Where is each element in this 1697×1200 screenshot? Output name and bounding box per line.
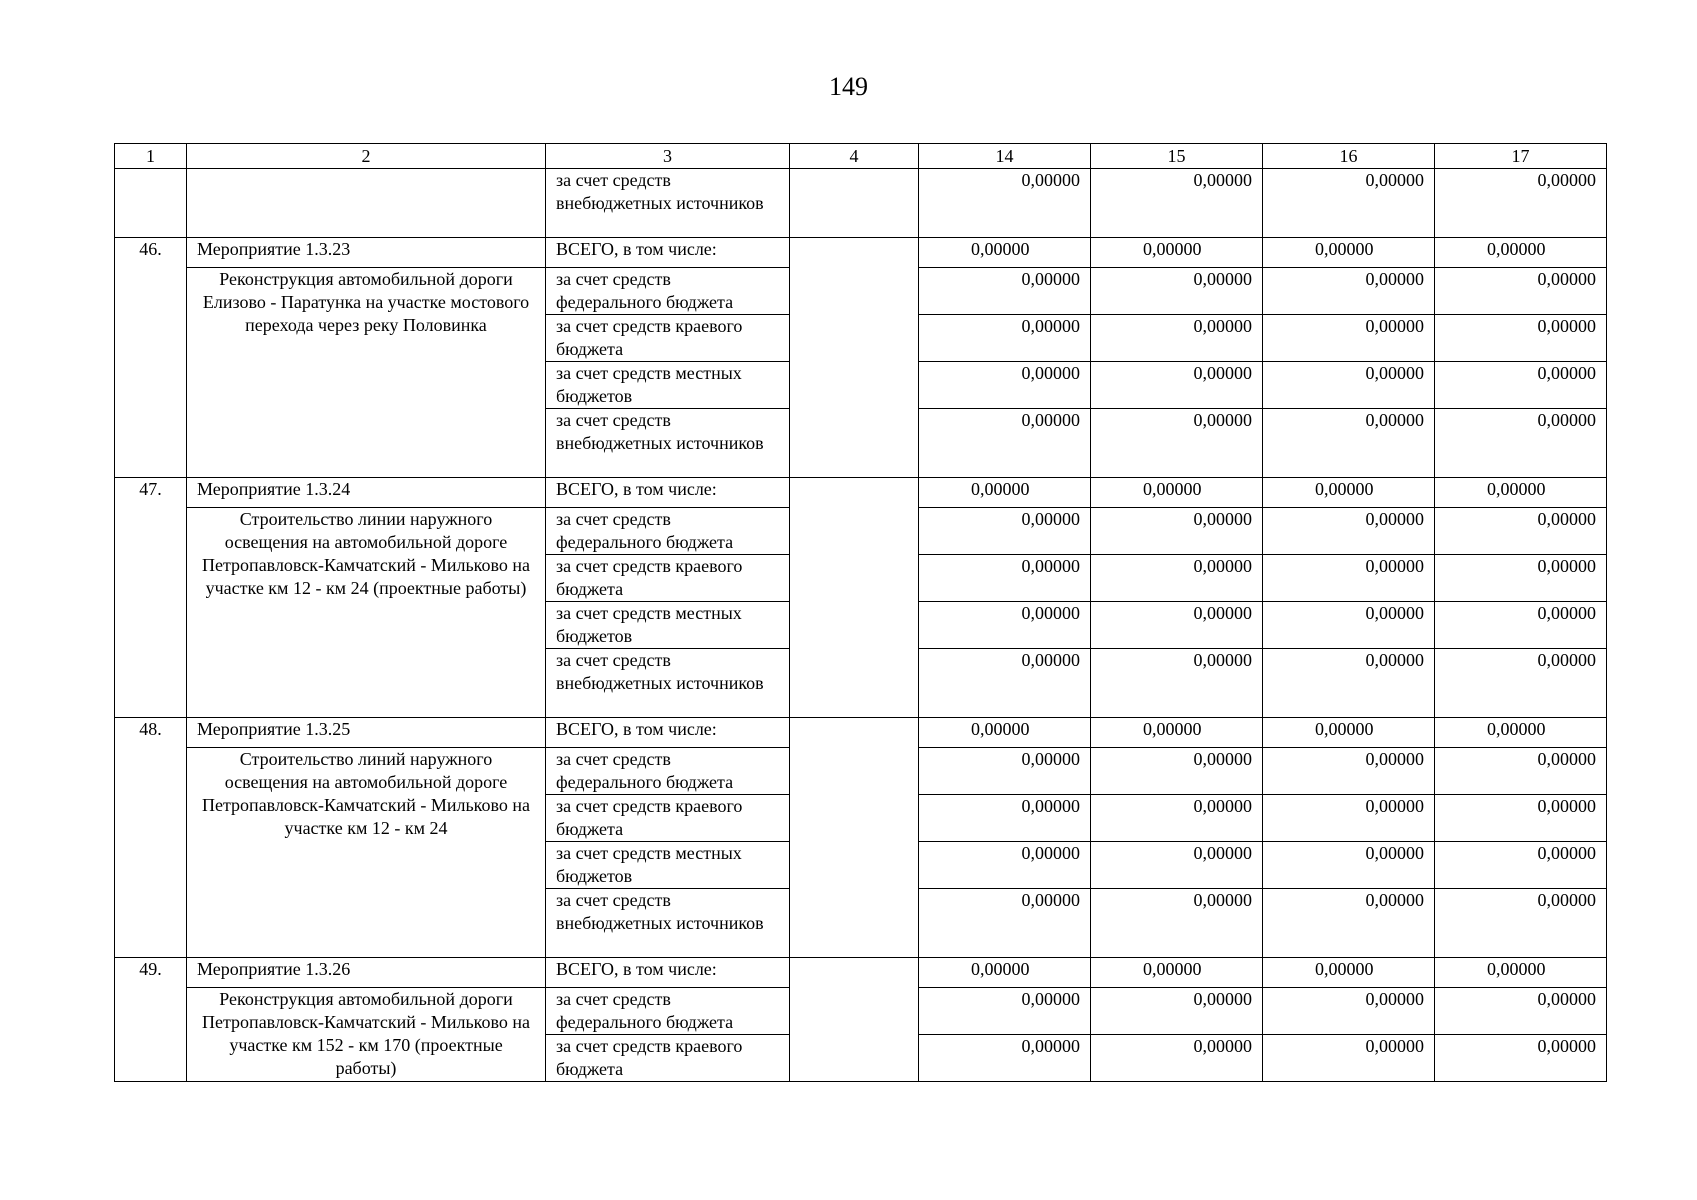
column-header: 14	[919, 144, 1091, 169]
amount-cell: 0,00000	[1091, 649, 1263, 718]
column-header: 17	[1435, 144, 1607, 169]
empty-cell	[187, 169, 546, 238]
column-header: 2	[187, 144, 546, 169]
amount-cell: 0,00000	[1091, 362, 1263, 409]
amount-cell: 0,00000	[919, 1035, 1091, 1082]
total-amount-cell: 0,00000	[1263, 238, 1435, 268]
measure-total-row	[115, 718, 1607, 748]
amount-cell: 0,00000	[919, 795, 1091, 842]
amount-cell: 0,00000	[1435, 508, 1607, 555]
amount-cell: 0,00000	[1263, 889, 1435, 958]
total-label: ВСЕГО, в том числе:	[546, 958, 790, 988]
amount-cell: 0,00000	[1091, 555, 1263, 602]
amount-cell: 0,00000	[1091, 889, 1263, 958]
header-row	[115, 144, 1607, 169]
amount-cell: 0,00000	[919, 602, 1091, 649]
amount-cell: 0,00000	[1263, 362, 1435, 409]
measure-description: Строительство линии наружного освещения на автомобильной дороге Петропавловск-Камчатский - Мильково на участке км 12 - км 24 (проектные работы)	[187, 508, 546, 718]
funding-source: за счет средств краевого бюджета	[546, 795, 790, 842]
total-amount-cell: 0,00000	[1435, 238, 1607, 268]
amount-cell: 0,00000	[1091, 268, 1263, 315]
amount-cell: 0,00000	[1435, 889, 1607, 958]
amount-cell: 0,00000	[919, 889, 1091, 958]
empty-cell	[115, 169, 187, 238]
row-number: 48.	[115, 718, 187, 958]
total-amount-cell: 0,00000	[1263, 718, 1435, 748]
amount-cell: 0,00000	[1091, 169, 1263, 238]
amount-cell: 0,00000	[1091, 409, 1263, 478]
funding-source: за счет средств краевого бюджета	[546, 315, 790, 362]
amount-cell: 0,00000	[1435, 362, 1607, 409]
total-label: ВСЕГО, в том числе:	[546, 718, 790, 748]
amount-cell: 0,00000	[1435, 748, 1607, 795]
measure-description: Реконструкция автомобильной дороги Петропавловск-Камчатский - Мильково на участке км 152 - км 170 (проектные работы)	[187, 988, 546, 1082]
funding-source: за счет средств внебюджетных источников	[546, 169, 790, 238]
funding-source: за счет средств краевого бюджета	[546, 1035, 790, 1082]
total-amount-cell: 0,00000	[919, 478, 1091, 508]
measure-total-row	[115, 478, 1607, 508]
amount-cell: 0,00000	[919, 555, 1091, 602]
amount-cell: 0,00000	[919, 409, 1091, 478]
amount-cell: 0,00000	[919, 508, 1091, 555]
total-amount-cell: 0,00000	[919, 718, 1091, 748]
empty-cell	[790, 958, 919, 1082]
amount-cell: 0,00000	[1263, 555, 1435, 602]
measure-title: Мероприятие 1.3.26	[187, 958, 546, 988]
total-amount-cell: 0,00000	[1091, 718, 1263, 748]
total-amount-cell: 0,00000	[1263, 478, 1435, 508]
amount-cell: 0,00000	[1263, 169, 1435, 238]
measure-description: Строительство линий наружного освещения на автомобильной дороге Петропавловск-Камчатский - Мильково на участке км 12 - км 24	[187, 748, 546, 958]
measure-total-row	[115, 238, 1607, 268]
amount-cell: 0,00000	[1435, 315, 1607, 362]
column-header: 1	[115, 144, 187, 169]
funding-source: за счет средств федерального бюджета	[546, 508, 790, 555]
total-amount-cell: 0,00000	[1091, 958, 1263, 988]
total-amount-cell: 0,00000	[1435, 718, 1607, 748]
amount-cell: 0,00000	[1263, 748, 1435, 795]
amount-cell: 0,00000	[1091, 315, 1263, 362]
total-amount-cell: 0,00000	[1435, 958, 1607, 988]
amount-cell: 0,00000	[1091, 1035, 1263, 1082]
amount-cell: 0,00000	[1263, 508, 1435, 555]
amount-cell: 0,00000	[1435, 409, 1607, 478]
measure-title: Мероприятие 1.3.24	[187, 478, 546, 508]
amount-cell: 0,00000	[1091, 748, 1263, 795]
row-number: 49.	[115, 958, 187, 1082]
funding-source: за счет средств краевого бюджета	[546, 555, 790, 602]
amount-cell: 0,00000	[1435, 169, 1607, 238]
funding-source: за счет средств местных бюджетов	[546, 602, 790, 649]
amount-cell: 0,00000	[919, 988, 1091, 1035]
funding-source: за счет средств внебюджетных источников	[546, 889, 790, 958]
page-number: 149	[829, 72, 868, 101]
amount-cell: 0,00000	[1263, 268, 1435, 315]
amount-cell: 0,00000	[919, 362, 1091, 409]
amount-cell: 0,00000	[919, 842, 1091, 889]
amount-cell: 0,00000	[1435, 988, 1607, 1035]
measure-description: Реконструкция автомобильной дороги Елизово - Паратунка на участке мостового перехода через реку Половинка	[187, 268, 546, 478]
funding-source: за счет средств внебюджетных источников	[546, 409, 790, 478]
amount-cell: 0,00000	[1091, 795, 1263, 842]
measure-title: Мероприятие 1.3.23	[187, 238, 546, 268]
column-header: 3	[546, 144, 790, 169]
total-amount-cell: 0,00000	[1263, 958, 1435, 988]
funding-source: за счет средств федерального бюджета	[546, 988, 790, 1035]
row-number: 47.	[115, 478, 187, 718]
total-amount-cell: 0,00000	[1091, 478, 1263, 508]
amount-cell: 0,00000	[1263, 602, 1435, 649]
total-amount-cell: 0,00000	[919, 238, 1091, 268]
total-amount-cell: 0,00000	[1435, 478, 1607, 508]
amount-cell: 0,00000	[1263, 1035, 1435, 1082]
empty-cell	[790, 169, 919, 238]
total-amount-cell: 0,00000	[1091, 238, 1263, 268]
row-number: 46.	[115, 238, 187, 478]
amount-cell: 0,00000	[919, 649, 1091, 718]
amount-cell: 0,00000	[1435, 842, 1607, 889]
funding-source: за счет средств внебюджетных источников	[546, 649, 790, 718]
budget-table	[114, 143, 1607, 1082]
amount-cell: 0,00000	[1263, 315, 1435, 362]
amount-cell: 0,00000	[1435, 795, 1607, 842]
table-row	[115, 169, 1607, 238]
measure-total-row	[115, 958, 1607, 988]
total-amount-cell: 0,00000	[919, 958, 1091, 988]
total-label: ВСЕГО, в том числе:	[546, 478, 790, 508]
empty-cell	[790, 238, 919, 478]
funding-source: за счет средств местных бюджетов	[546, 842, 790, 889]
amount-cell: 0,00000	[1263, 842, 1435, 889]
funding-source: за счет средств федерального бюджета	[546, 268, 790, 315]
amount-cell: 0,00000	[1263, 649, 1435, 718]
total-label: ВСЕГО, в том числе:	[546, 238, 790, 268]
amount-cell: 0,00000	[1435, 1035, 1607, 1082]
amount-cell: 0,00000	[919, 169, 1091, 238]
amount-cell: 0,00000	[1263, 988, 1435, 1035]
empty-cell	[790, 718, 919, 958]
amount-cell: 0,00000	[1091, 602, 1263, 649]
amount-cell: 0,00000	[1435, 602, 1607, 649]
funding-source: за счет средств федерального бюджета	[546, 748, 790, 795]
column-header: 4	[790, 144, 919, 169]
column-header: 16	[1263, 144, 1435, 169]
amount-cell: 0,00000	[1091, 842, 1263, 889]
amount-cell: 0,00000	[919, 748, 1091, 795]
amount-cell: 0,00000	[919, 315, 1091, 362]
amount-cell: 0,00000	[1263, 409, 1435, 478]
amount-cell: 0,00000	[1435, 268, 1607, 315]
amount-cell: 0,00000	[1263, 795, 1435, 842]
amount-cell: 0,00000	[1091, 508, 1263, 555]
measure-title: Мероприятие 1.3.25	[187, 718, 546, 748]
amount-cell: 0,00000	[1435, 555, 1607, 602]
amount-cell: 0,00000	[1435, 649, 1607, 718]
column-header: 15	[1091, 144, 1263, 169]
amount-cell: 0,00000	[919, 268, 1091, 315]
amount-cell: 0,00000	[1091, 988, 1263, 1035]
funding-source: за счет средств местных бюджетов	[546, 362, 790, 409]
empty-cell	[790, 478, 919, 718]
